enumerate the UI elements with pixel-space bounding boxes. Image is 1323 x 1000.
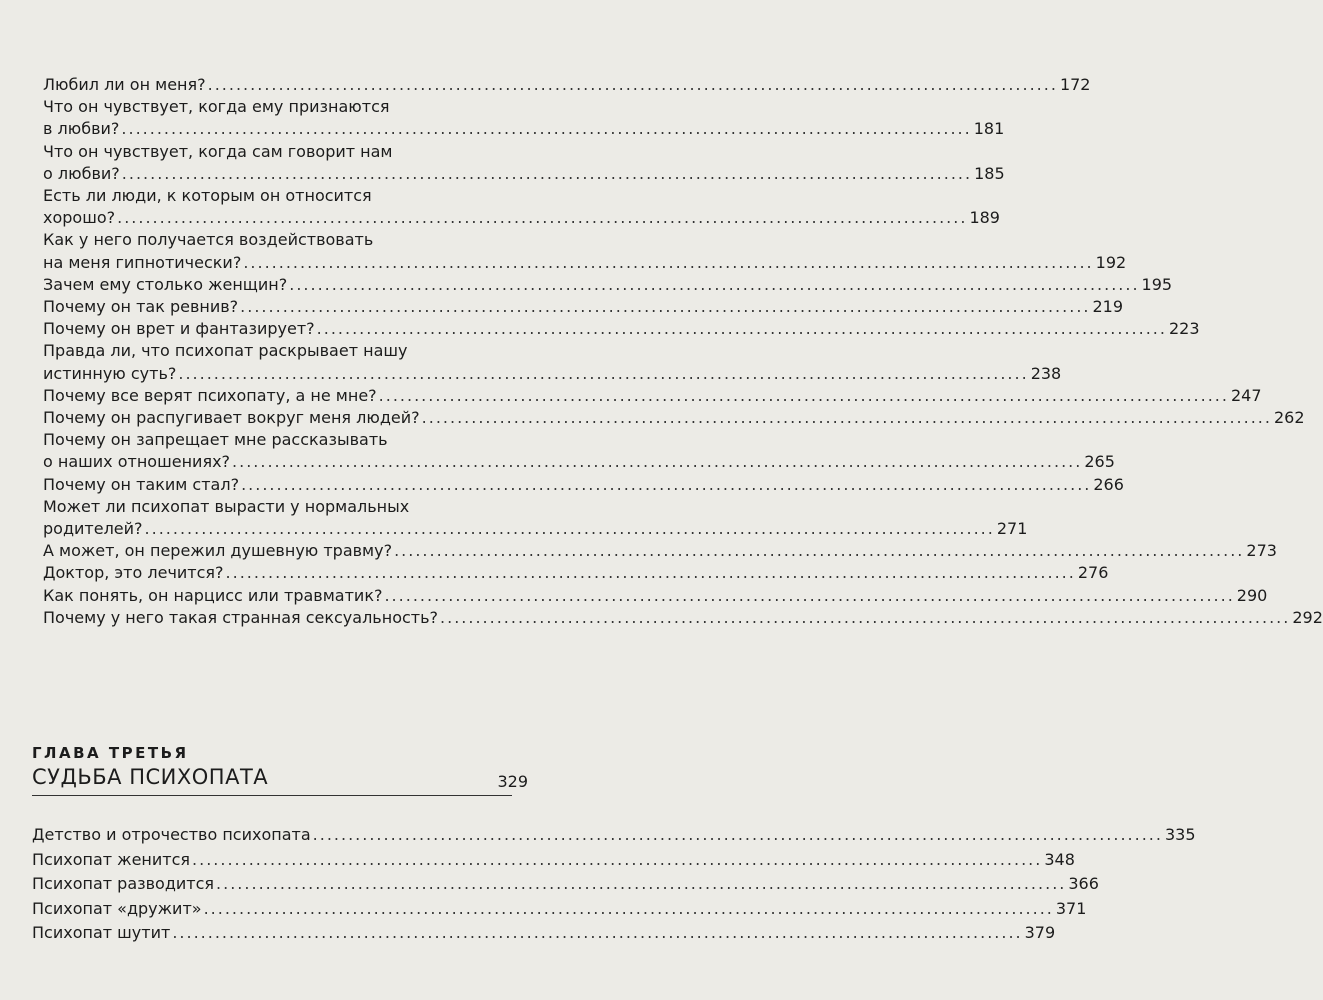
toc-entry-last-line <box>43 385 1262 407</box>
dot-leader: ........................................................................................................................ <box>243 252 1094 272</box>
toc-entry <box>43 429 1115 473</box>
toc-entry-text: родителей? <box>43 519 143 539</box>
chapter-label: ГЛАВА ТРЕТЬЯ <box>32 744 189 762</box>
toc-page-number: 262 <box>1273 408 1305 428</box>
toc-entry-last-line <box>32 823 1196 848</box>
toc-entry-last-line <box>43 562 1109 584</box>
toc-entry-text: Доктор, это лечится? <box>43 563 224 583</box>
toc-entry-text: истинную суть? <box>43 363 177 383</box>
toc-entry <box>32 872 1099 897</box>
toc-entry-text: Психопат шутит <box>32 923 171 942</box>
toc-entry-text: Как у него получается воздействовать <box>43 230 374 250</box>
dot-leader: ........................................................................................................................ <box>203 898 1054 918</box>
chapter-three-contents <box>32 823 1196 946</box>
toc-entry-last-line <box>43 318 1200 340</box>
toc-entry-text: Почему он распугивает вокруг меня людей? <box>43 408 420 428</box>
toc-entry-text: в любви? <box>43 119 120 139</box>
toc-entry-last-line <box>32 897 1087 922</box>
toc-entry-text: Почему у него такая странная сексуальность? <box>43 607 439 627</box>
toc-entry-text: Почему он запрещает мне рассказывать <box>43 430 388 450</box>
toc-entry <box>43 407 1305 429</box>
dot-leader: ........................................................................................................................ <box>207 75 1058 94</box>
dot-leader: ........................................................................................................................ <box>312 825 1163 844</box>
toc-entry <box>32 897 1087 922</box>
toc-entry-text: Что он чувствует, когда ему признаются <box>43 97 390 117</box>
toc-entry-text: Почему все верят психопату, а не мне? <box>43 385 377 405</box>
dot-leader: ........................................................................................................................ <box>378 385 1229 405</box>
toc-entry <box>43 96 1005 140</box>
toc-entry-text: Может ли психопат вырасти у нормальных <box>43 496 410 516</box>
toc-entry-text: о наших отношениях? <box>43 452 231 472</box>
toc-page-number: 189 <box>969 208 1000 228</box>
toc-entry-last-line <box>43 163 1005 185</box>
toc-page-number: 271 <box>996 519 1028 539</box>
toc-entry-last-line <box>43 518 1028 540</box>
toc-page-number: 348 <box>1044 849 1075 869</box>
toc-entry-text: Правда ли, что психопат раскрывает нашу <box>43 341 408 361</box>
toc-entry <box>43 340 1062 384</box>
toc-entry-last-line <box>43 296 1124 318</box>
dot-leader: ........................................................................................................................ <box>232 452 1083 472</box>
toc-entry-text: Любил ли он меня? <box>43 75 206 94</box>
toc-entry-last-line <box>32 848 1075 873</box>
dot-leader: ........................................................................................................................ <box>421 408 1272 428</box>
toc-entry-text: о любви? <box>43 163 120 183</box>
toc-entry-text: Почему он так ревнив? <box>43 297 239 317</box>
dot-leader: ........................................................................................................................ <box>225 563 1076 583</box>
toc-entry <box>43 607 1323 629</box>
dot-leader: ........................................................................................................................ <box>121 163 973 183</box>
dot-leader: ........................................................................................................................ <box>192 849 1043 869</box>
dot-leader: ........................................................................................................................ <box>172 923 1023 942</box>
toc-entry-last-line <box>43 407 1305 429</box>
toc-entry <box>43 540 1277 562</box>
toc-entry-last-line <box>43 451 1115 473</box>
dot-leader: ........................................................................................................................ <box>144 519 995 539</box>
toc-entry <box>32 921 1056 946</box>
dot-leader: ........................................................................................................................ <box>178 363 1029 383</box>
toc-entry <box>43 318 1200 340</box>
toc-entry <box>43 474 1124 496</box>
toc-entry-last-line <box>43 474 1124 496</box>
toc-entry <box>43 496 1028 540</box>
dot-leader: ........................................................................................................................ <box>384 585 1235 605</box>
table-of-contents <box>43 74 1323 629</box>
toc-page-number: 172 <box>1059 75 1091 94</box>
dot-leader: ........................................................................................................................ <box>121 119 972 139</box>
toc-entry <box>43 185 1000 229</box>
toc-page-number: 276 <box>1077 563 1109 583</box>
toc-entry-last-line <box>43 252 1127 274</box>
toc-entry-last-line <box>43 585 1268 607</box>
toc-entry <box>43 296 1124 318</box>
toc-page-number: 335 <box>1164 825 1196 844</box>
toc-entry-last-line <box>43 207 1000 229</box>
toc-entry-last-line <box>32 872 1099 897</box>
toc-entry-text: хорошо? <box>43 208 116 228</box>
toc-page-number: 181 <box>973 119 1005 139</box>
dot-leader: ........................................................................................................................ <box>216 874 1067 893</box>
toc-page-number: 247 <box>1230 385 1262 405</box>
toc-page-number: 292 <box>1292 607 1323 627</box>
toc-entry-last-line <box>32 921 1056 946</box>
toc-page-number: 185 <box>974 163 1005 183</box>
toc-page-number: 379 <box>1024 923 1056 942</box>
toc-entry-text: Как понять, он нарцисс или травматик? <box>43 585 383 605</box>
toc-entry-text: Зачем ему столько женщин? <box>43 274 288 294</box>
toc-entry <box>32 823 1196 848</box>
toc-entry <box>43 585 1268 607</box>
toc-entry-text: Детство и отрочество психопата <box>32 825 311 844</box>
toc-entry-last-line <box>43 118 1005 140</box>
dot-leader: ........................................................................................................................ <box>440 607 1291 627</box>
dot-leader: ........................................................................................................................ <box>394 541 1245 561</box>
chapter-page-number: 329 <box>497 772 528 791</box>
toc-entry-text: Психопат женится <box>32 849 191 869</box>
toc-entry-last-line <box>43 363 1062 385</box>
toc-entry-text: А может, он пережил душевную травму? <box>43 541 393 561</box>
toc-page-number: 265 <box>1084 452 1115 472</box>
dot-leader: ........................................................................................................................ <box>241 474 1092 494</box>
toc-entry <box>43 385 1262 407</box>
dot-leader: ........................................................................................................................ <box>316 319 1167 339</box>
toc-page-number: 366 <box>1068 874 1099 893</box>
toc-page-number: 273 <box>1246 541 1277 561</box>
toc-entry <box>43 274 1173 296</box>
toc-entry-text: Психопат разводится <box>32 874 215 893</box>
dot-leader: ........................................................................................................................ <box>289 274 1140 294</box>
toc-entry-last-line <box>43 540 1277 562</box>
dot-leader: ........................................................................................................................ <box>240 297 1091 317</box>
toc-entry <box>43 74 1091 96</box>
toc-page-number: 266 <box>1093 474 1124 494</box>
toc-entry-last-line <box>43 607 1323 629</box>
dot-leader: ........................................................................................................................ <box>117 208 968 228</box>
toc-entry-last-line <box>43 74 1091 96</box>
toc-page-number: 192 <box>1095 252 1127 272</box>
toc-page-number: 238 <box>1030 363 1062 383</box>
toc-entry-text: Есть ли люди, к которым он относится <box>43 186 372 206</box>
toc-page-number: 223 <box>1168 319 1200 339</box>
chapter-title: СУДЬБА ПСИХОПАТА <box>32 765 269 789</box>
toc-entry-text: Что он чувствует, когда сам говорит нам <box>43 141 393 161</box>
toc-entry <box>32 848 1075 873</box>
toc-entry <box>43 229 1127 273</box>
toc-entry-text: Почему он таким стал? <box>43 474 240 494</box>
toc-entry <box>43 562 1109 584</box>
toc-entry-text: Почему он врет и фантазирует? <box>43 319 315 339</box>
toc-entry-last-line <box>43 274 1173 296</box>
toc-page-number: 290 <box>1236 585 1268 605</box>
toc-entry-text: на меня гипнотически? <box>43 252 242 272</box>
chapter-three-heading <box>32 744 542 796</box>
toc-page-number: 371 <box>1055 898 1087 918</box>
toc-page-number: 195 <box>1141 274 1173 294</box>
chapter-title-row <box>32 763 542 791</box>
toc-entry <box>43 141 1005 185</box>
toc-entry-text: Психопат «дружит» <box>32 898 202 918</box>
toc-page-number: 219 <box>1092 297 1124 317</box>
chapter-divider <box>32 795 512 796</box>
